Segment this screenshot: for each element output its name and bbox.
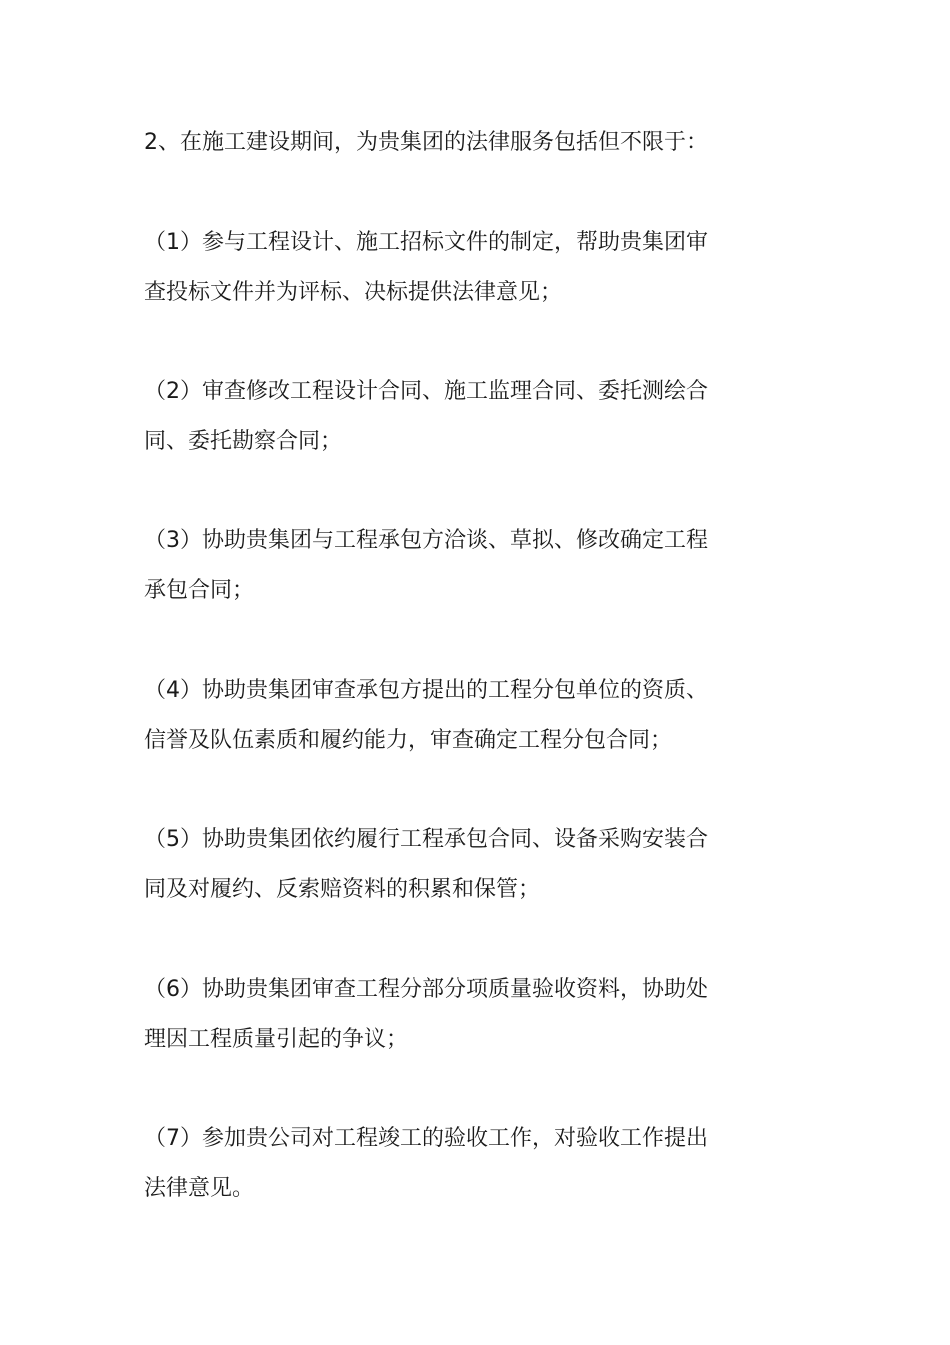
list-item-1 [144, 218, 744, 318]
list-item-line: 信誉及队伍素质和履约能力，审查确定工程分包合同； [144, 728, 673, 753]
list-item-line: （4）协助贵集团审查承包方提出的工程分包单位的资质、 [144, 678, 708, 703]
list-item-line: （5）协助贵集团依约履行工程承包合同、设备采购安装合 [144, 827, 708, 852]
list-item-5 [144, 815, 744, 915]
list-item-line: （3）协助贵集团与工程承包方洽谈、草拟、修改确定工程 [144, 528, 708, 553]
list-item-line: （6）协助贵集团审查工程分部分项质量验收资料，协助处 [144, 977, 708, 1002]
list-item-line: 查投标文件并为评标、决标提供法律意见； [144, 280, 563, 305]
list-item-4 [144, 666, 744, 766]
list-item-line: （2）审查修改工程设计合同、施工监理合同、委托测绘合 [144, 379, 708, 404]
intro-paragraph [144, 118, 744, 168]
list-item-line: 同及对履约、反索赔资料的积累和保管； [144, 877, 541, 902]
list-item-line: （1）参与工程设计、施工招标文件的制定，帮助贵集团审 [144, 230, 708, 255]
intro-line: 2、在施工建设期间，为贵集团的法律服务包括但不限于： [144, 130, 708, 155]
list-item-line: 同、委托勘察合同； [144, 429, 343, 454]
list-item-line: 承包合同； [144, 578, 255, 603]
list-item-2 [144, 367, 744, 467]
list-item-line: 法律意见。 [144, 1176, 255, 1201]
list-item-7 [144, 1114, 744, 1214]
list-item-line: （7）参加贵公司对工程竣工的验收工作，对验收工作提出 [144, 1126, 708, 1151]
list-item-6 [144, 965, 744, 1065]
list-item-3 [144, 516, 744, 616]
list-item-line: 理因工程质量引起的争议； [144, 1027, 409, 1052]
